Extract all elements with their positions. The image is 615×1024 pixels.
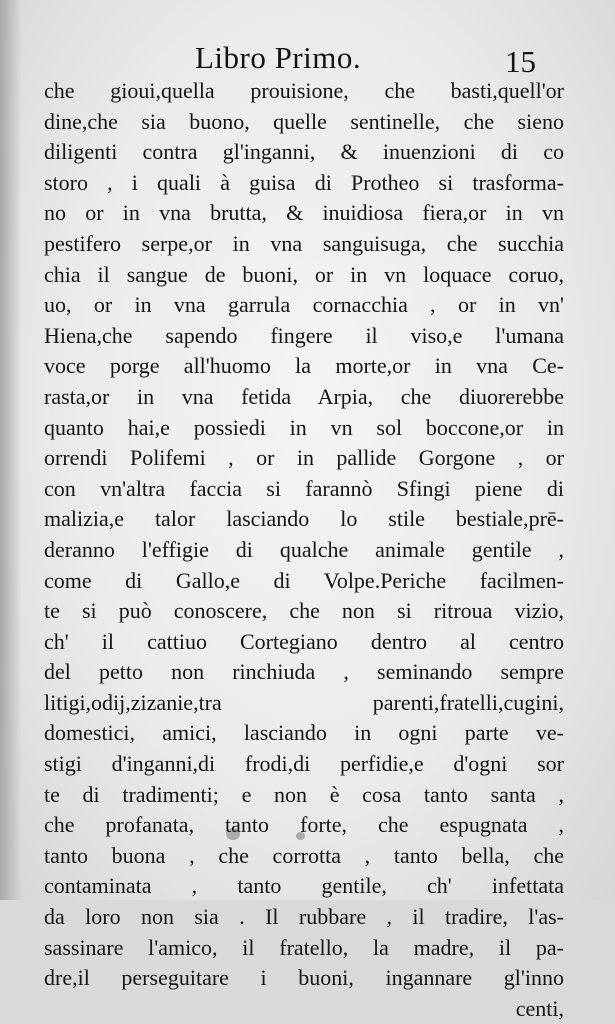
text-line: con vn'altra faccia si farannò Sfingi piene di (44, 475, 564, 501)
text-line: uo, or in vna garrula cornacchia , or in vn' (44, 292, 564, 318)
text-line: deranno l'effigie di qualche animale gentile , (44, 536, 564, 562)
text-line: quanto hai,e possiedi in vn sol boccone,or in (44, 414, 564, 440)
text-line: come di Gallo,e di Volpe.Periche facilmen- (44, 567, 564, 593)
text-line: centi, (515, 995, 564, 1021)
text-line: tanto buona , che corrotta , tanto bella, che (44, 842, 564, 868)
text-line: da loro non sia . Il rubbare , il tradire, l'as- (44, 904, 564, 930)
text-line: voce porge all'huomo la morte,or in vna Ce- (44, 353, 564, 379)
text-line: orrendi Polifemi , or in pallide Gorgone , or (44, 445, 564, 471)
page-title: Libro Primo. (195, 40, 362, 75)
text-line: malizia,e talor lasciando lo stile bestiale,prē- (44, 506, 564, 532)
page-number: 15 (505, 44, 536, 79)
text-line: sassinare l'amico, il fratello, la madre, il pa- (44, 934, 564, 960)
text-line: storo , i quali à guisa di Protheo si trasforma- (44, 169, 564, 195)
text-line: diligenti contra gl'inganni, & inuenzioni di co (44, 139, 564, 165)
body-text (44, 76, 564, 1024)
text-line: pestifero serpe,or in vna sanguisuga, che succhia (44, 230, 564, 256)
text-line: ch' il cattiuo Cortegiano dentro al centro (44, 628, 564, 654)
text-line: no or in vna brutta, & inuidiosa fiera,or in vn (44, 200, 564, 226)
text-line: litigi,odij,zizanie,tra parenti,fratelli,cugini, (44, 689, 564, 715)
text-line: rasta,or in vna fetida Arpia, che diuorerebbe (44, 383, 564, 409)
text-line: chia il sangue de buoni, or in vn loquace coruo, (44, 261, 564, 287)
text-line: Hiena,che sapendo fingere il viso,e l'umana (44, 322, 564, 348)
text-line: dre,il perseguitare i buoni, ingannare gl'inno (44, 965, 564, 991)
text-line: che profanata, tanto forte, che espugnata , (44, 812, 564, 838)
text-line: del petto non rinchiuda , seminando sempre (44, 659, 564, 685)
text-line: te si può conoscere, che non si ritroua vizio, (44, 598, 564, 624)
text-line: domestici, amici, lasciando in ogni parte ve- (44, 720, 564, 746)
text-line: contaminata , tanto gentile, ch' infettata (44, 873, 564, 899)
text-line: stigi d'inganni,di frodi,di perfidie,e d'ogni sor (44, 751, 564, 777)
text-line: che gioui,quella prouisione, che basti,quell'or (44, 78, 564, 103)
text-line: te di tradimenti; e non è cosa tanto santa , (44, 781, 564, 807)
text-line: dine,che sia buono, quelle sentinelle, che sieno (44, 108, 564, 134)
